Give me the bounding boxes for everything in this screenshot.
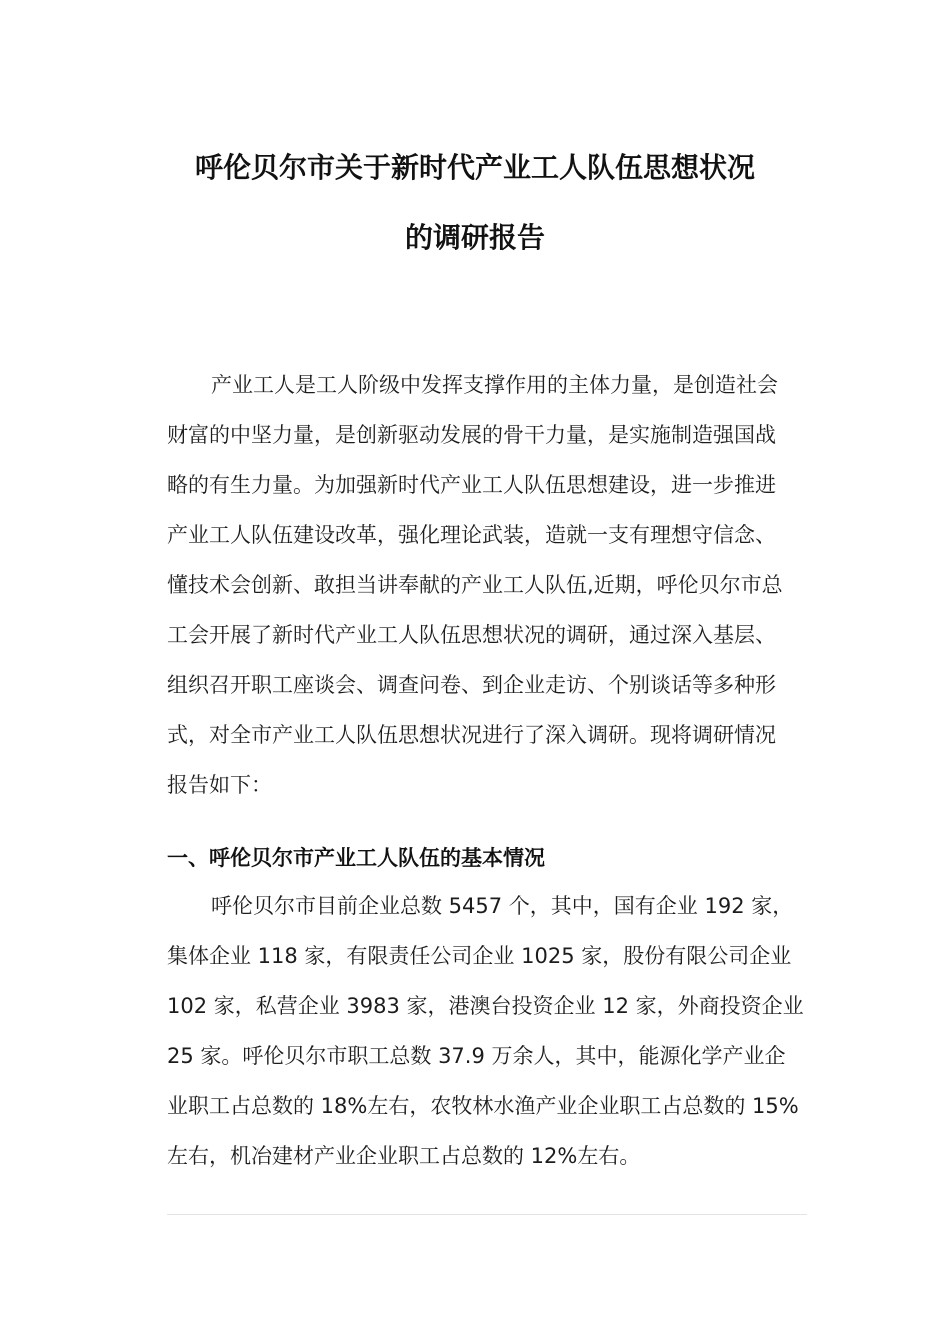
paragraph-line: 左右，机冶建材产业企业职工占总数的 12%左右。: [167, 1144, 641, 1168]
document-title-line-1: 呼伦贝尔市关于新时代产业工人队伍思想状况: [194, 151, 755, 184]
intro-paragraph: [167, 360, 807, 810]
paragraph-line: 财富的中坚力量，是创新驱动发展的骨干力量，是实施制造强国战: [167, 423, 776, 447]
paragraph-line: 集体企业 118 家，有限责任公司企业 1025 家，股份有限公司企业: [167, 944, 792, 968]
divider: [167, 1214, 807, 1215]
paragraph-line: 报告如下：: [167, 773, 272, 797]
document-title-line-2: 的调研报告: [404, 221, 545, 254]
section-paragraph: [167, 881, 807, 1181]
paragraph-line: 工会开展了新时代产业工人队伍思想状况的调研，通过深入基层、: [167, 623, 776, 647]
paragraph-line: 102 家，私营企业 3983 家，港澳台投资企业 12 家，外商投资企业: [167, 994, 804, 1018]
paragraph-line: 组织召开职工座谈会、调查问卷、到企业走访、个别谈话等多种形: [167, 673, 776, 697]
paragraph-line: 业职工占总数的 18%左右，农牧林水渔产业企业职工占总数的 15%: [167, 1094, 799, 1118]
paragraph-line: 25 家。呼伦贝尔市职工总数 37.9 万余人，其中，能源化学产业企: [167, 1044, 786, 1068]
paragraph-line: 产业工人是工人阶级中发挥支撑作用的主体力量，是创造社会: [211, 373, 778, 397]
paragraph-line: 式，对全市产业工人队伍思想状况进行了深入调研。现将调研情况: [167, 723, 776, 747]
paragraph-line: 产业工人队伍建设改革，强化理论武装，造就一支有理想守信念、: [167, 523, 776, 547]
section-heading: 一、呼伦贝尔市产业工人队伍的基本情况: [167, 846, 545, 870]
paragraph-line: 略的有生力量。为加强新时代产业工人队伍思想建设，进一步推进: [167, 473, 776, 497]
paragraph-line: 懂技术会创新、敢担当讲奉献的产业工人队伍,近期，呼伦贝尔市总: [167, 573, 783, 597]
paragraph-line: 呼伦贝尔市目前企业总数 5457 个，其中，国有企业 192 家，: [211, 894, 794, 918]
